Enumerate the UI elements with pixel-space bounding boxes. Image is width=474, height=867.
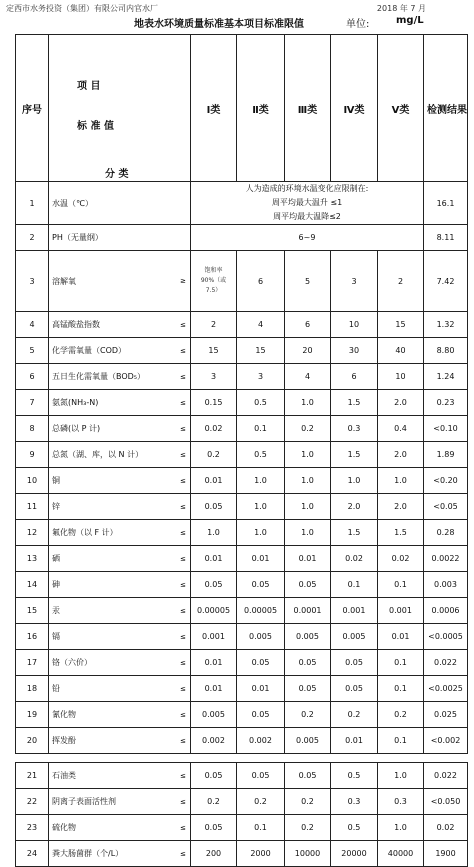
row-class1: 15 [191, 338, 237, 364]
row-class3: 0.05 [285, 572, 331, 598]
row-name-cell [49, 650, 191, 676]
row-class2: 0.2 [237, 789, 285, 815]
row-name: 氟化物（以 F 计） [52, 528, 118, 537]
row-class4: 10 [331, 312, 378, 338]
row-name: 石油类 [52, 771, 76, 780]
header-class5: Ⅴ类 [378, 35, 424, 182]
row-no: 14 [16, 572, 49, 598]
row-class3: 0.05 [285, 650, 331, 676]
row-operator: ≤ [180, 502, 186, 511]
row-class1: 0.05 [191, 494, 237, 520]
row-class4: 1.0 [331, 468, 378, 494]
row-class2: 15 [237, 338, 285, 364]
row-result: 0.003 [424, 572, 468, 598]
header-class2: Ⅱ类 [237, 35, 285, 182]
row-class4: 0.5 [331, 763, 378, 789]
row-no: 1 [16, 182, 49, 225]
row-no: 4 [16, 312, 49, 338]
row-class4: 0.01 [331, 728, 378, 754]
row-operator: ≤ [180, 771, 186, 780]
row-class4: 0.5 [331, 815, 378, 841]
row-class1: 0.01 [191, 468, 237, 494]
table-row [16, 390, 468, 416]
row-name-cell [49, 520, 191, 546]
table-row [16, 251, 468, 312]
row-class5: 1.0 [378, 815, 424, 841]
table-row [16, 841, 468, 867]
row-class2: 0.002 [237, 728, 285, 754]
row-class2: 0.05 [237, 650, 285, 676]
row-no: 17 [16, 650, 49, 676]
row-class5: 15 [378, 312, 424, 338]
row-name: 阴离子表面活性剂 [52, 797, 116, 806]
organization-name: 定西市水务投资（集团）有限公司内官水厂 [6, 4, 158, 13]
row-class4: 0.2 [331, 702, 378, 728]
row-class5: 2 [378, 251, 424, 312]
row-operator: ≤ [180, 320, 186, 329]
row-class1: 0.01 [191, 546, 237, 572]
row-name-cell [49, 624, 191, 650]
row-name: 汞 [52, 606, 60, 615]
row-no: 23 [16, 815, 49, 841]
table-row [16, 624, 468, 650]
row-name-cell [49, 338, 191, 364]
row-operator: ≤ [180, 580, 186, 589]
unit-value: mg/L [396, 15, 424, 26]
row-class4: 0.1 [331, 572, 378, 598]
row-name: 挥发酚 [52, 736, 76, 745]
row-name-cell [49, 728, 191, 754]
row-class5: 2.0 [378, 494, 424, 520]
row-result: 0.0022 [424, 546, 468, 572]
row-name-cell [49, 442, 191, 468]
row-class1: 200 [191, 841, 237, 867]
row-result: 0.28 [424, 520, 468, 546]
row-operator: ≤ [180, 797, 186, 806]
row-class3: 0.01 [285, 546, 331, 572]
row-name-cell [49, 494, 191, 520]
row-result: <0.050 [424, 789, 468, 815]
row-result: 0.025 [424, 702, 468, 728]
row-class3: 1.0 [285, 390, 331, 416]
row-operator: ≤ [180, 450, 186, 459]
row-class3: 0.0001 [285, 598, 331, 624]
table-row [16, 416, 468, 442]
row-result: <0.20 [424, 468, 468, 494]
row-class5: 0.1 [378, 650, 424, 676]
row-operator: ≥ [180, 277, 186, 285]
row-class5: 0.3 [378, 789, 424, 815]
table-row [16, 763, 468, 789]
table-row [16, 468, 468, 494]
row-class4: 0.05 [331, 676, 378, 702]
row-no: 18 [16, 676, 49, 702]
row-class1: 0.2 [191, 789, 237, 815]
row-result: 0.022 [424, 763, 468, 789]
row-name-cell [49, 390, 191, 416]
header-item-cell [49, 35, 191, 182]
row-no: 9 [16, 442, 49, 468]
row-result: 0.23 [424, 390, 468, 416]
row-name-cell [49, 676, 191, 702]
row-class1: 0.01 [191, 676, 237, 702]
row-class5: 0.01 [378, 624, 424, 650]
row-class2: 1.0 [237, 468, 285, 494]
row-class4: 1.5 [331, 520, 378, 546]
row-class1: 3 [191, 364, 237, 390]
table-row [16, 676, 468, 702]
row-result: 0.0006 [424, 598, 468, 624]
row-name-cell [49, 702, 191, 728]
row-no: 19 [16, 702, 49, 728]
ph-range: 6~9 [191, 225, 424, 251]
row-class4: 1.5 [331, 390, 378, 416]
row-class5: 40000 [378, 841, 424, 867]
header-category: 分 类 [105, 169, 129, 180]
row-class1: 0.05 [191, 815, 237, 841]
row-class5: 1.0 [378, 468, 424, 494]
row-class4: 3 [331, 251, 378, 312]
row-name: 氨氮(NH₃-N) [52, 398, 99, 407]
gap-cell [16, 754, 468, 763]
row-result: 16.1 [424, 182, 468, 225]
row-class2: 0.00005 [237, 598, 285, 624]
table-gap [16, 754, 468, 763]
table-row [16, 312, 468, 338]
row-class1 [191, 251, 237, 312]
row-no: 22 [16, 789, 49, 815]
row-class2: 0.05 [237, 702, 285, 728]
row-class5: 0.001 [378, 598, 424, 624]
header-class4: Ⅳ类 [331, 35, 378, 182]
row-result: <0.10 [424, 416, 468, 442]
row-class2: 0.01 [237, 546, 285, 572]
temperature-note [191, 182, 424, 225]
table-row [16, 494, 468, 520]
row-class3: 1.0 [285, 468, 331, 494]
row-name: PH（无量纲） [49, 225, 191, 251]
unit-label: 单位: [346, 19, 370, 30]
row-class5: 0.1 [378, 572, 424, 598]
row-class5: 0.1 [378, 676, 424, 702]
row-no: 24 [16, 841, 49, 867]
title-line [0, 15, 474, 31]
row-operator: ≤ [180, 372, 186, 381]
row-class3: 1.0 [285, 520, 331, 546]
row-name-cell [49, 364, 191, 390]
row-result: 1.32 [424, 312, 468, 338]
row-class4: 0.001 [331, 598, 378, 624]
document-title: 地表水环境质量标准基本项目标准限值 [134, 19, 304, 30]
row-no: 5 [16, 338, 49, 364]
table-row [16, 182, 468, 225]
row-no: 3 [16, 251, 49, 312]
row-result: 1900 [424, 841, 468, 867]
row-class5: 0.2 [378, 702, 424, 728]
row-class2: 0.5 [237, 442, 285, 468]
header-item: 项 目 [77, 81, 101, 92]
table-row [16, 338, 468, 364]
row-result: <0.0025 [424, 676, 468, 702]
row-no: 2 [16, 225, 49, 251]
row-class3: 0.005 [285, 624, 331, 650]
row-class2: 0.05 [237, 572, 285, 598]
note-line: 周平均最大温升 ≤1 [271, 198, 343, 207]
row-result: 8.11 [424, 225, 468, 251]
row-class1: 0.00005 [191, 598, 237, 624]
row-result: 0.022 [424, 650, 468, 676]
row-class4: 0.05 [331, 650, 378, 676]
row-name-cell [49, 841, 191, 867]
row-class3: 0.005 [285, 728, 331, 754]
table-header-row [16, 35, 468, 182]
header-class3: Ⅲ类 [285, 35, 331, 182]
row-class3: 1.0 [285, 442, 331, 468]
row-result: <0.05 [424, 494, 468, 520]
table-row [16, 225, 468, 251]
row-class2: 0.1 [237, 815, 285, 841]
row-class1: 0.05 [191, 572, 237, 598]
row-no: 6 [16, 364, 49, 390]
row-class3: 0.2 [285, 815, 331, 841]
table-row [16, 520, 468, 546]
row-name: 五日生化需氧量（BOD₅） [52, 372, 146, 381]
row-class5: 0.02 [378, 546, 424, 572]
row-class2: 0.05 [237, 763, 285, 789]
row-class2: 1.0 [237, 494, 285, 520]
row-class3: 4 [285, 364, 331, 390]
row-name: 铜 [52, 476, 60, 485]
row-name: 化学需氧量（COD） [52, 346, 127, 355]
row-class2: 0.5 [237, 390, 285, 416]
row-operator: ≤ [180, 606, 186, 615]
row-result: 8.80 [424, 338, 468, 364]
row-name: 粪大肠菌群（个/L） [52, 849, 124, 858]
row-result: <0.0005 [424, 624, 468, 650]
row-no: 16 [16, 624, 49, 650]
row-name: 高锰酸盐指数 [52, 320, 100, 329]
row-operator: ≤ [180, 849, 186, 858]
row-name-cell [49, 546, 191, 572]
row-class5: 1.5 [378, 520, 424, 546]
row-class1: 0.05 [191, 763, 237, 789]
row-operator: ≤ [180, 528, 186, 537]
row-class3: 6 [285, 312, 331, 338]
header-seq: 序号 [16, 35, 49, 182]
row-class4: 30 [331, 338, 378, 364]
table-row [16, 442, 468, 468]
row-class1: 0.005 [191, 702, 237, 728]
row-operator: ≤ [180, 346, 186, 355]
row-result: 0.02 [424, 815, 468, 841]
standards-table [15, 34, 468, 867]
row-class4: 0.3 [331, 789, 378, 815]
row-class1: 0.01 [191, 650, 237, 676]
row-result: 1.24 [424, 364, 468, 390]
table-row [16, 572, 468, 598]
header-result: 检测结果 [424, 35, 468, 182]
row-class2: 1.0 [237, 520, 285, 546]
note-line: 周平均最大温降≤2 [273, 212, 341, 221]
row-class4: 20000 [331, 841, 378, 867]
row-name-cell [49, 312, 191, 338]
row-no: 15 [16, 598, 49, 624]
row-name: 铅 [52, 684, 60, 693]
row-class5: 2.0 [378, 390, 424, 416]
row-class1: 0.2 [191, 442, 237, 468]
row-class4: 0.02 [331, 546, 378, 572]
row-name: 硫化物 [52, 823, 76, 832]
row-class2: 6 [237, 251, 285, 312]
row-class3: 0.05 [285, 763, 331, 789]
row-name: 总氮（湖、库，以 N 计） [52, 450, 144, 459]
row-class5: 10 [378, 364, 424, 390]
header-class1: Ⅰ类 [191, 35, 237, 182]
report-date: 2018 年 7 月 [376, 4, 426, 13]
row-class3: 10000 [285, 841, 331, 867]
row-operator: ≤ [180, 710, 186, 719]
row-name-cell [49, 251, 191, 312]
row-class1: 0.002 [191, 728, 237, 754]
row-class1: 0.15 [191, 390, 237, 416]
row-operator: ≤ [180, 823, 186, 832]
row-class1: 2 [191, 312, 237, 338]
table-row [16, 728, 468, 754]
row-name-cell [49, 789, 191, 815]
saturation-line: 饱和率 [204, 267, 223, 274]
saturation-line: 7.5） [205, 287, 222, 294]
row-class5: 1.0 [378, 763, 424, 789]
row-class2: 0.005 [237, 624, 285, 650]
row-class3: 1.0 [285, 494, 331, 520]
row-name: 锌 [52, 502, 60, 511]
header-standard: 标 准 值 [77, 121, 114, 132]
row-operator: ≤ [180, 424, 186, 433]
row-no: 13 [16, 546, 49, 572]
table-row [16, 650, 468, 676]
row-name: 镉 [52, 632, 60, 641]
row-class5: 0.4 [378, 416, 424, 442]
row-class2: 0.1 [237, 416, 285, 442]
row-operator: ≤ [180, 658, 186, 667]
row-name: 硒 [52, 554, 60, 563]
row-operator: ≤ [180, 476, 186, 485]
row-name-cell [49, 468, 191, 494]
row-class4: 2.0 [331, 494, 378, 520]
row-no: 20 [16, 728, 49, 754]
table-row [16, 364, 468, 390]
table-row [16, 789, 468, 815]
note-line: 人为造成的环境水温变化应限制在: [245, 184, 369, 193]
row-class2: 4 [237, 312, 285, 338]
row-class2: 0.01 [237, 676, 285, 702]
row-class1: 0.001 [191, 624, 237, 650]
table-row [16, 546, 468, 572]
row-class5: 2.0 [378, 442, 424, 468]
row-class3: 0.2 [285, 416, 331, 442]
row-class4: 0.005 [331, 624, 378, 650]
row-operator: ≤ [180, 632, 186, 641]
row-no: 8 [16, 416, 49, 442]
table-row [16, 702, 468, 728]
row-name: 水温（℃） [49, 182, 191, 225]
row-no: 7 [16, 390, 49, 416]
row-class3: 0.2 [285, 789, 331, 815]
row-class5: 0.1 [378, 728, 424, 754]
row-class3: 0.2 [285, 702, 331, 728]
row-class4: 6 [331, 364, 378, 390]
row-class5: 40 [378, 338, 424, 364]
row-result: 1.89 [424, 442, 468, 468]
row-class3: 20 [285, 338, 331, 364]
row-operator: ≤ [180, 736, 186, 745]
row-class2: 3 [237, 364, 285, 390]
table-row [16, 815, 468, 841]
row-no: 12 [16, 520, 49, 546]
row-name: 总磷(以 P 计) [52, 424, 101, 433]
row-class3: 5 [285, 251, 331, 312]
row-name-cell [49, 416, 191, 442]
row-result: <0.002 [424, 728, 468, 754]
row-result: 7.42 [424, 251, 468, 312]
row-name-cell [49, 572, 191, 598]
row-class2: 2000 [237, 841, 285, 867]
row-operator: ≤ [180, 398, 186, 407]
row-name: 溶解氧 [52, 276, 76, 286]
row-class3: 0.05 [285, 676, 331, 702]
table-row [16, 598, 468, 624]
row-no: 21 [16, 763, 49, 789]
row-operator: ≤ [180, 684, 186, 693]
row-name-cell [49, 763, 191, 789]
row-name: 砷 [52, 580, 60, 589]
saturation-line: 90%（或 [200, 277, 227, 284]
row-no: 11 [16, 494, 49, 520]
row-operator: ≤ [180, 554, 186, 563]
row-class4: 1.5 [331, 442, 378, 468]
row-class1: 0.02 [191, 416, 237, 442]
row-class4: 0.3 [331, 416, 378, 442]
row-class1: 1.0 [191, 520, 237, 546]
row-name-cell [49, 815, 191, 841]
row-no: 10 [16, 468, 49, 494]
row-name-cell [49, 598, 191, 624]
row-name: 铬（六价） [52, 658, 92, 667]
row-name: 氰化物 [52, 710, 76, 719]
